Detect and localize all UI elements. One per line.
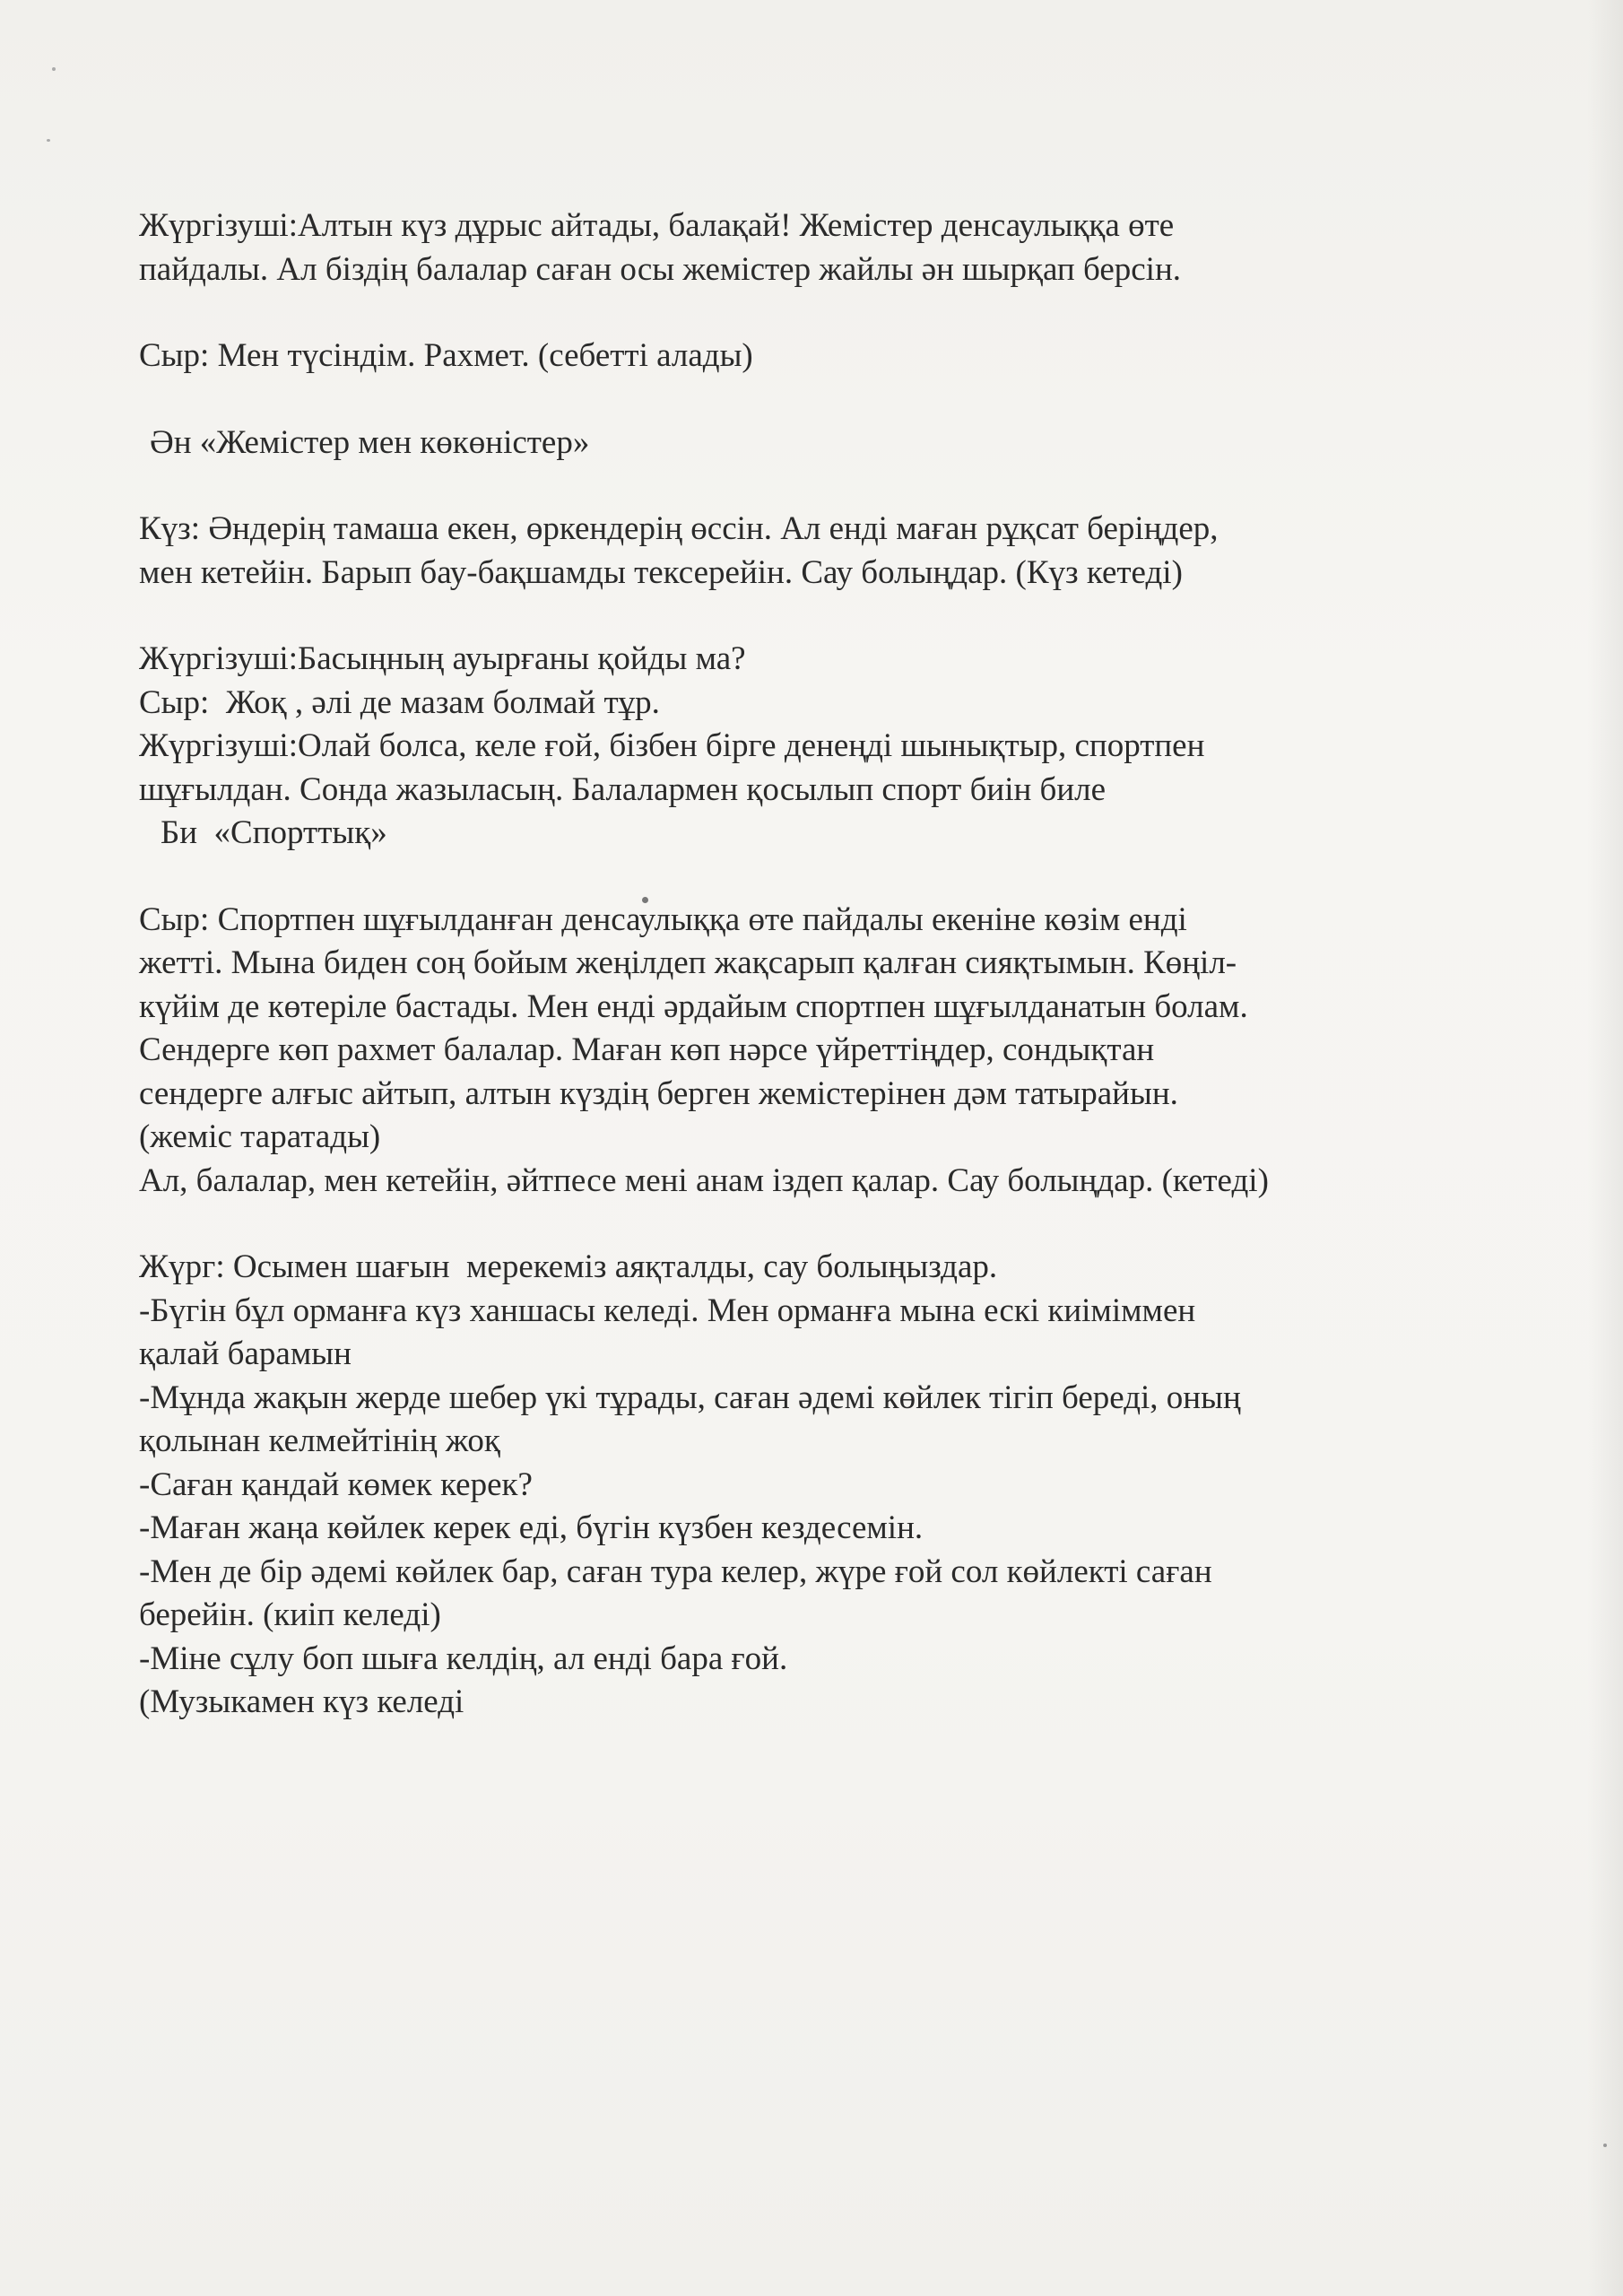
text-line: Жүргізуші:Басыңның ауырғаны қойды ма?	[139, 640, 746, 677]
text-line: қолынан келмейтінің жоқ	[139, 1422, 500, 1459]
text-line: Күз: Әндерің тамаша екен, өркендерің өссін. Ал енді маған рұқсат беріңдер,	[139, 510, 1219, 547]
text-line: -Саған қандай көмек керек?	[139, 1465, 533, 1503]
scan-speck	[47, 139, 50, 142]
text-line: Сыр: Мен түсіндім. Рахмет. (себетті алады)	[139, 337, 753, 374]
text-line: Сендерге көп рахмет балалар. Маған көп нәрсе үйреттіңдер, сондықтан	[139, 1031, 1155, 1068]
paragraph-sport-dialogue	[139, 638, 1448, 856]
text-line: шұғылдан. Сонда жазыласың. Балалармен қосылып спорт биін биле	[139, 770, 1107, 808]
text-line: -Міне сұлу боп шыға келдің, ал енді бара ғой.	[139, 1639, 788, 1677]
scan-speck	[1603, 2144, 1607, 2147]
text-line: берейін. (киіп келеді)	[139, 1596, 441, 1633]
page-edge-shadow	[1587, 0, 1623, 2296]
text-line: -Мен де бір әдемі көйлек бар, саған тура келер, жүре ғой сол көйлекті саған	[139, 1552, 1212, 1590]
paragraph-closing-dialogue	[139, 1246, 1448, 1725]
paragraph-autumn-leaves	[139, 508, 1448, 595]
paragraph-syr-gratitude	[139, 899, 1448, 1204]
text-line: Ән «Жемістер мен көкөністер»	[150, 423, 590, 461]
paragraph-host-golden-autumn	[139, 204, 1448, 291]
text-line: қалай барамын	[139, 1335, 352, 1372]
text-line: Жүргізуші:Олай болса, келе ғой, бізбен бірге денеңді шынықтыр, спортпен	[139, 727, 1205, 764]
text-line: Би «Спорттық»	[161, 814, 387, 851]
text-line: жетті. Мына биден соң бойым жеңілдеп жақсарып қалған сияқтымын. Көңіл-	[139, 944, 1237, 981]
text-line: Ал, балалар, мен кетейін, әйтпесе мені анам іздеп қалар. Сау болыңдар. (кетеді)	[139, 1161, 1269, 1199]
text-line: (жеміс таратады)	[139, 1118, 381, 1155]
paragraph-syr-thanks	[139, 335, 1448, 378]
text-line: сендерге алғыс айтып, алтын күздің берген жемістерінен дәм татырайын.	[139, 1074, 1178, 1112]
text-line: Сыр: Жоқ , әлі де мазам болмай тұр.	[139, 683, 660, 721]
text-line: Жүргізуші:Алтын күз дұрыс айтады, балақай! Жемістер денсаулыққа өте	[139, 207, 1175, 244]
text-line: -Маған жаңа көйлек керек еді, бүгін күзбен кездесемін.	[139, 1509, 924, 1546]
text-line: -Мұнда жақын жерде шебер үкі тұрады, саған әдемі көйлек тігіп береді, оның	[139, 1378, 1241, 1416]
scan-speck	[52, 67, 56, 71]
text-line: Жүрг: Осымен шағын мерекеміз аяқталды, сау болыңыздар.	[139, 1248, 998, 1285]
paragraph-song-title	[139, 422, 1448, 465]
text-line: мен кетейін. Барып бау-бақшамды тексерейін. Сау болыңдар. (Күз кетеді)	[139, 553, 1183, 591]
document-body	[139, 204, 1448, 1725]
text-line: пайдалы. Ал біздің балалар саған осы жемістер жайлы ән шырқап берсін.	[139, 250, 1181, 288]
text-line: күйім де көтеріле бастады. Мен енді әрдайым спортпен шұғылданатын болам.	[139, 987, 1248, 1025]
text-line: Сыр: Спортпен шұғылданған денсаулыққа өте пайдалы екеніне көзім енді	[139, 900, 1187, 938]
text-line: -Бүгін бұл орманға күз ханшасы келеді. Мен орманға мына ескі киіміммен	[139, 1292, 1196, 1329]
text-line: (Музыкамен күз келеді	[139, 1683, 464, 1720]
